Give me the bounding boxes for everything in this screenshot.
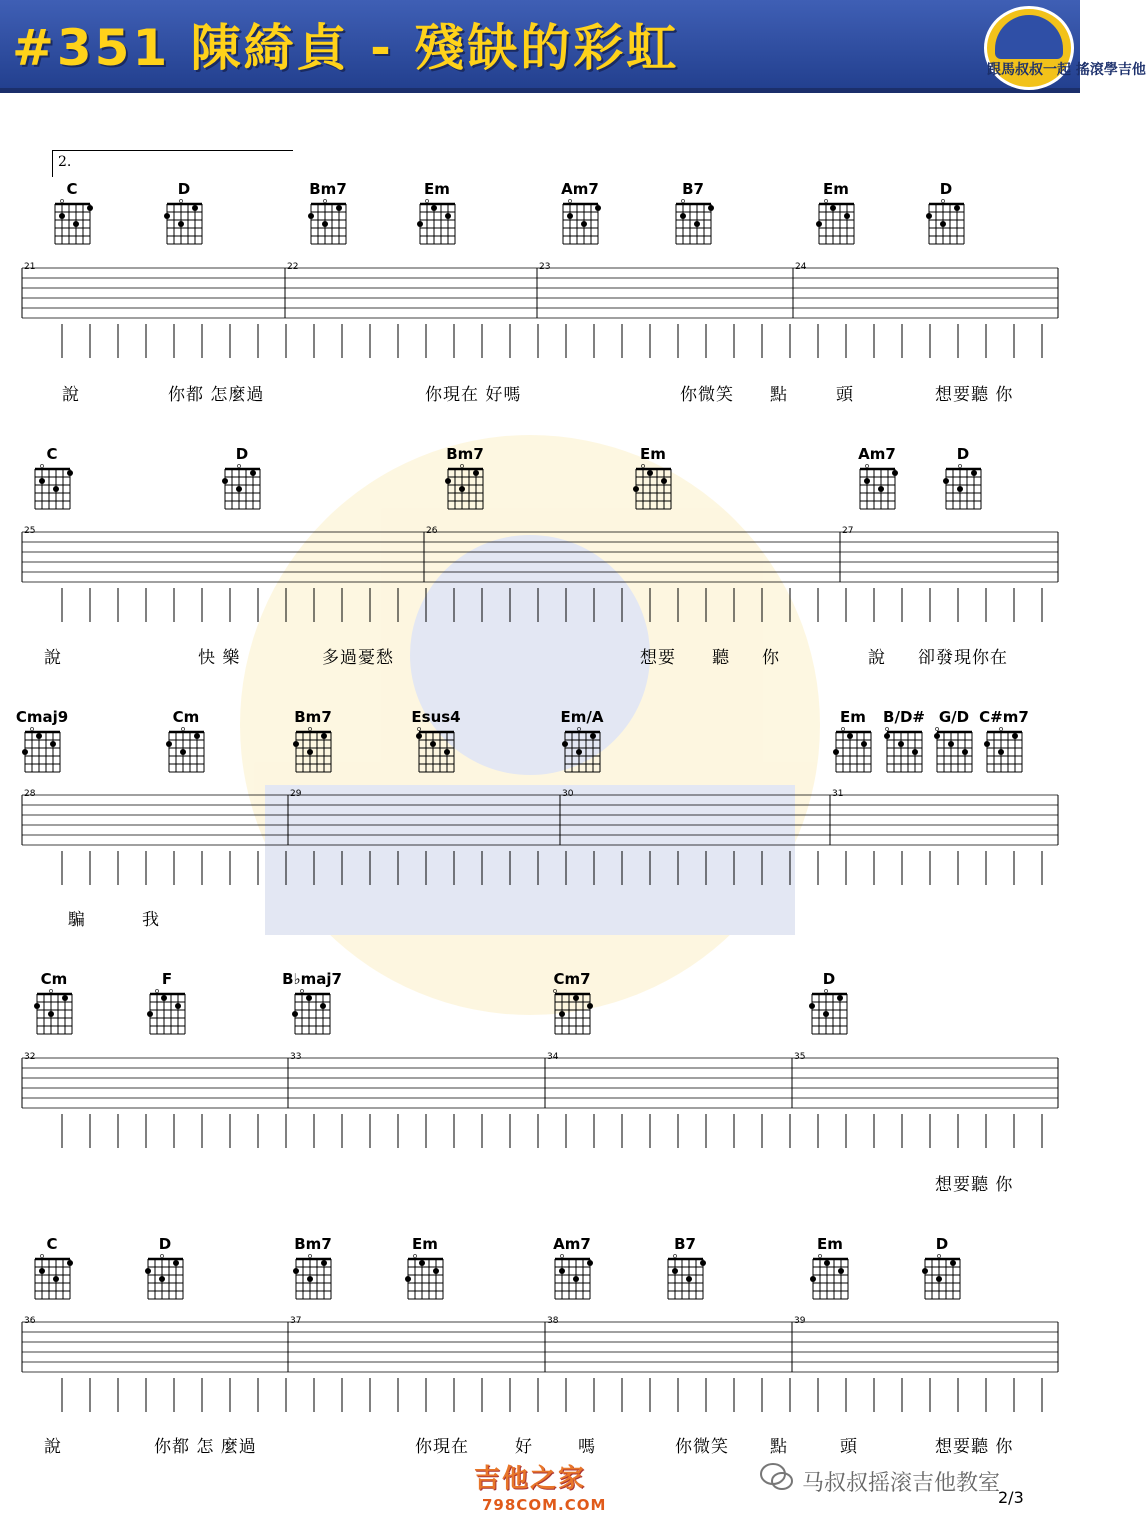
svg-text:o: o — [307, 1252, 313, 1260]
chord-diagram — [417, 198, 463, 248]
chord-diagram — [416, 726, 462, 776]
svg-text:o: o — [823, 197, 829, 205]
lyric-text: 想要 — [640, 648, 676, 668]
chord-diagram — [943, 463, 989, 513]
lyric-text: 聽 — [712, 648, 730, 668]
chord-name: Em — [823, 180, 849, 198]
svg-text:o: o — [936, 1252, 942, 1260]
chord-diagram — [884, 726, 930, 776]
chord-diagram — [926, 198, 972, 248]
measure-number: 27 — [842, 526, 854, 536]
tab-staff — [0, 1312, 1080, 1432]
volta-bracket — [52, 150, 293, 177]
chord-diagram — [833, 726, 879, 776]
tab-staff — [0, 785, 1080, 905]
chord-diagram — [560, 198, 606, 248]
measure-number: 36 — [24, 1316, 36, 1326]
svg-text:o: o — [29, 725, 35, 733]
chord-name: Cm — [172, 708, 200, 726]
chord-name: Em — [424, 180, 450, 198]
chord-diagram — [308, 198, 354, 248]
lyric-text: 你微笑 — [675, 1437, 729, 1457]
tab-staff — [0, 522, 1080, 642]
svg-text:o: o — [640, 462, 646, 470]
svg-text:o: o — [39, 1252, 45, 1260]
svg-text:o: o — [940, 197, 946, 205]
lyric-text: 頭 — [836, 385, 854, 405]
chord-name: Em — [412, 1235, 438, 1253]
svg-text:o: o — [884, 725, 890, 733]
chord-diagram — [145, 1253, 191, 1303]
measure-number: 21 — [24, 262, 36, 272]
svg-text:o: o — [840, 725, 846, 733]
measure-number: 29 — [290, 789, 302, 799]
chord-name: Cm — [40, 970, 68, 988]
chord-name: Em — [640, 445, 666, 463]
chord-name: C — [46, 445, 58, 463]
page-title: #351 陳綺貞 - 殘缺的彩虹 — [12, 19, 680, 77]
svg-text:o: o — [424, 197, 430, 205]
svg-text:o: o — [672, 1252, 678, 1260]
chord-diagram — [32, 463, 78, 513]
chord-diagram — [166, 726, 212, 776]
chord-name: B♭maj7 — [282, 970, 342, 988]
lyric-text: 想要聽 你 — [935, 385, 1014, 405]
lyric-text: 頭 — [840, 1437, 858, 1457]
chord-name: C#m7 — [979, 708, 1029, 726]
svg-text:o: o — [412, 1252, 418, 1260]
measure-number: 30 — [562, 789, 574, 799]
lyric-text: 多過憂愁 — [322, 648, 394, 668]
svg-text:o: o — [552, 987, 558, 995]
lyric-text: 你微笑 — [680, 385, 734, 405]
svg-text:o: o — [934, 725, 940, 733]
chord-name: Bm7 — [309, 180, 347, 198]
header-divider — [0, 88, 1080, 93]
chord-diagram — [222, 463, 268, 513]
chord-diagram — [164, 198, 210, 248]
chord-name: C — [66, 180, 78, 198]
chord-diagram — [292, 988, 338, 1038]
chord-diagram — [34, 988, 80, 1038]
lyric-text: 卻發現你在 — [918, 648, 1008, 668]
svg-text:o: o — [567, 197, 573, 205]
chord-name: Cm7 — [553, 970, 591, 988]
measure-number: 25 — [24, 526, 36, 536]
svg-text:o: o — [159, 1252, 165, 1260]
site-url: 798COM.COM — [482, 1496, 607, 1514]
lyric-text: 騙 — [68, 910, 86, 930]
svg-text:o: o — [416, 725, 422, 733]
measure-number: 28 — [24, 789, 36, 799]
chord-diagram — [552, 988, 598, 1038]
chord-diagram — [562, 726, 608, 776]
chord-name: D — [177, 180, 191, 198]
lyric-text: 說 — [44, 648, 62, 668]
chord-name: Bm7 — [294, 1235, 332, 1253]
chord-diagram — [405, 1253, 451, 1303]
measure-number: 33 — [290, 1052, 302, 1062]
tab-staff — [0, 258, 1080, 378]
svg-text:o: o — [957, 462, 963, 470]
measure-number: 26 — [426, 526, 438, 536]
svg-text:o: o — [180, 725, 186, 733]
chord-diagram — [52, 198, 98, 248]
chord-diagram — [147, 988, 193, 1038]
chord-name: C — [46, 1235, 58, 1253]
measure-number: 32 — [24, 1052, 36, 1062]
measure-number: 35 — [794, 1052, 806, 1062]
lyric-text: 我 — [142, 910, 160, 930]
lyric-text: 快 樂 — [198, 648, 241, 668]
chord-diagram — [934, 726, 980, 776]
svg-text:o: o — [823, 987, 829, 995]
lyric-text: 說 — [868, 648, 886, 668]
chord-name: Em — [840, 708, 866, 726]
guitarist-icon — [995, 15, 1063, 59]
chord-diagram — [984, 726, 1030, 776]
chord-name: Bm7 — [294, 708, 332, 726]
chord-diagram — [552, 1253, 598, 1303]
measure-number: 31 — [832, 789, 844, 799]
lyric-text: 說 — [62, 385, 80, 405]
lyric-text: 你都 怎 麼過 — [154, 1437, 257, 1457]
measure-number: 23 — [539, 262, 551, 272]
volta-label: 2. — [58, 154, 72, 170]
lyric-text: 嗎 — [578, 1437, 596, 1457]
site-watermark: 吉他之家 — [474, 1464, 587, 1494]
chord-name: D — [235, 445, 249, 463]
measure-number: 37 — [290, 1316, 302, 1326]
tab-staff — [0, 1048, 1080, 1168]
lyric-text: 你現在 — [415, 1437, 469, 1457]
svg-text:o: o — [998, 725, 1004, 733]
measure-number: 22 — [287, 262, 299, 272]
account-name: 马叔叔摇滚吉他教室 — [802, 1471, 1001, 1496]
svg-text:o: o — [459, 462, 465, 470]
chord-diagram — [673, 198, 719, 248]
chord-name: B/D# — [883, 708, 925, 726]
chord-name: Am7 — [553, 1235, 591, 1253]
chord-diagram — [665, 1253, 711, 1303]
measure-number: 34 — [547, 1052, 559, 1062]
chord-diagram — [445, 463, 491, 513]
lyric-text: 你 — [762, 648, 780, 668]
svg-text:o: o — [576, 725, 582, 733]
svg-text:o: o — [322, 197, 328, 205]
lyric-text: 你都 怎麼過 — [168, 385, 265, 405]
chord-diagram — [293, 1253, 339, 1303]
brand-logo — [984, 6, 1146, 90]
chord-name: Esus4 — [411, 708, 461, 726]
chord-diagram — [816, 198, 862, 248]
measure-number: 38 — [547, 1316, 559, 1326]
svg-text:o: o — [178, 197, 184, 205]
chord-name: D — [158, 1235, 172, 1253]
chord-name: Am7 — [561, 180, 599, 198]
chord-diagram — [857, 463, 903, 513]
svg-text:o: o — [817, 1252, 823, 1260]
chord-name: Bm7 — [446, 445, 484, 463]
chord-name: Em/A — [560, 708, 604, 726]
chord-name: Am7 — [858, 445, 896, 463]
chord-diagram — [22, 726, 68, 776]
svg-text:o: o — [864, 462, 870, 470]
chord-diagram — [809, 988, 855, 1038]
svg-text:o: o — [236, 462, 242, 470]
lyric-text: 好 — [515, 1437, 533, 1457]
chord-name: F — [161, 970, 173, 988]
chord-name: Em — [817, 1235, 843, 1253]
lyric-text: 想要聽 你 — [935, 1437, 1014, 1457]
chord-name: D — [956, 445, 970, 463]
chord-name: B7 — [674, 1235, 696, 1253]
svg-text:o: o — [39, 462, 45, 470]
chord-diagram — [922, 1253, 968, 1303]
chord-name: G/D — [938, 708, 970, 726]
chord-name: D — [935, 1235, 949, 1253]
measure-number: 24 — [795, 262, 807, 272]
svg-text:o: o — [154, 987, 160, 995]
svg-text:o: o — [299, 987, 305, 995]
chord-diagram — [293, 726, 339, 776]
chord-name: Cmaj9 — [15, 708, 69, 726]
wechat-icon — [760, 1462, 794, 1492]
svg-text:o: o — [680, 197, 686, 205]
lyric-text: 想要聽 你 — [935, 1175, 1014, 1195]
chord-diagram — [633, 463, 679, 513]
chord-name: D — [822, 970, 836, 988]
chord-name: B7 — [682, 180, 704, 198]
svg-text:o: o — [307, 725, 313, 733]
page-number: 2/3 — [998, 1488, 1024, 1507]
lyric-text: 點 — [770, 1437, 788, 1457]
svg-text:o: o — [59, 197, 65, 205]
chord-name: D — [939, 180, 953, 198]
svg-text:o: o — [48, 987, 54, 995]
lyric-text: 點 — [770, 385, 788, 405]
logo-text: 跟馬叔叔一起 搖滾學吉他 — [987, 62, 1146, 78]
svg-text:o: o — [559, 1252, 565, 1260]
lyric-text: 你現在 好嗎 — [425, 385, 522, 405]
chord-diagram — [32, 1253, 78, 1303]
lyric-text: 說 — [44, 1437, 62, 1457]
measure-number: 39 — [794, 1316, 806, 1326]
chord-diagram — [810, 1253, 856, 1303]
